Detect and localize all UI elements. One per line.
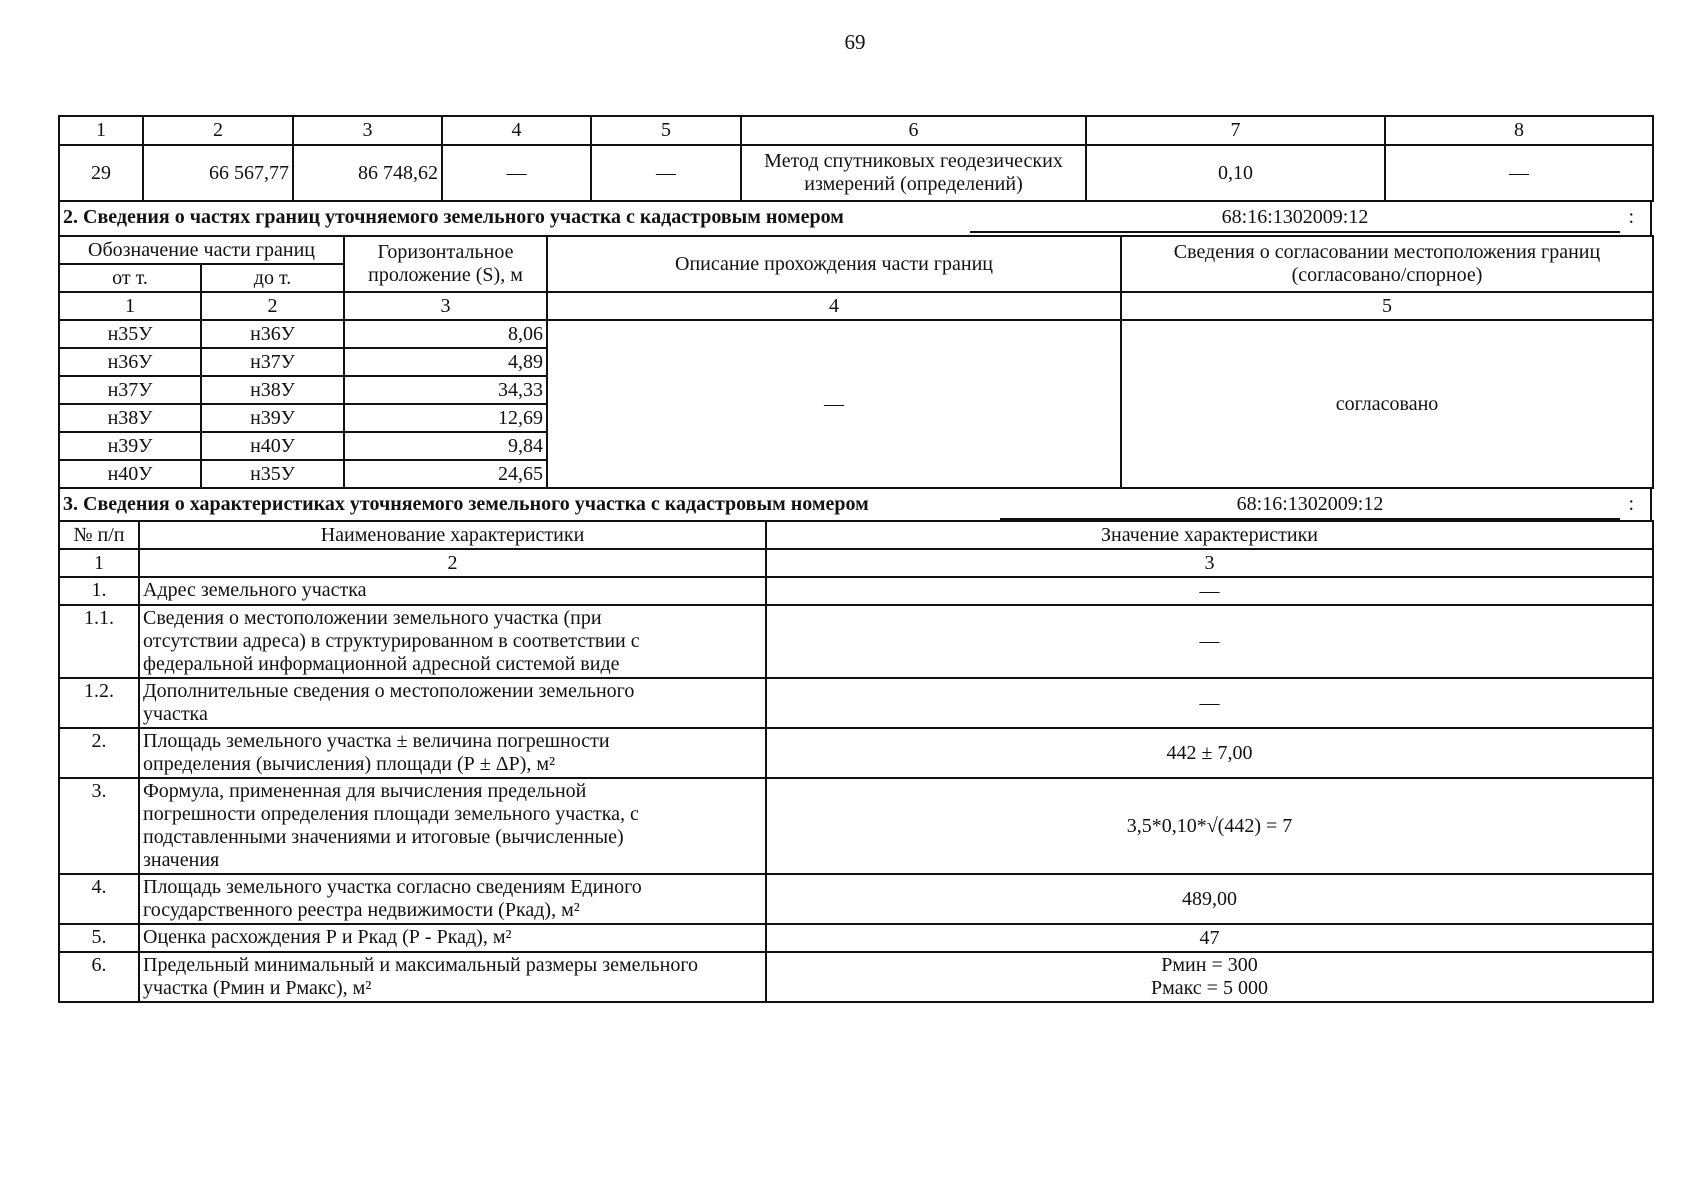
- cell-value: —: [1385, 145, 1653, 201]
- section-2-header: [58, 202, 1652, 237]
- table-row: [59, 678, 1653, 728]
- to-point: н39У: [201, 404, 344, 432]
- header-num: № п/п: [59, 521, 139, 549]
- from-point: н36У: [59, 348, 201, 376]
- column-number: 3: [344, 292, 547, 320]
- name-line: Дополнительные сведения о местоположении земельного: [143, 680, 635, 702]
- column-number: 4: [547, 292, 1121, 320]
- horizontal-distance: 12,69: [344, 404, 547, 432]
- value-line: Рмин = 300: [1161, 954, 1258, 976]
- header-name: Наименование характеристики: [139, 521, 766, 549]
- column-number: 5: [591, 116, 741, 145]
- name-line: значения: [143, 849, 220, 871]
- characteristic-value: 47: [766, 924, 1653, 952]
- header-to: до т.: [201, 264, 344, 292]
- row-number: 5.: [59, 924, 139, 952]
- document-tables: [58, 115, 1652, 1003]
- characteristic-value: 489,00: [766, 874, 1653, 924]
- accuracy-value: 0,10: [1086, 145, 1385, 201]
- horizontal-distance: 8,06: [344, 320, 547, 348]
- coordinates-header-row: [59, 116, 1653, 145]
- column-number: 5: [1121, 292, 1653, 320]
- cell-value: —: [591, 145, 741, 201]
- method-line: Метод спутниковых геодезических: [764, 150, 1063, 172]
- coordinate-x: 66 567,77: [143, 145, 293, 201]
- name-line: Формула, примененная для вычисления предельной: [143, 780, 587, 802]
- horizontal-distance: 4,89: [344, 348, 547, 376]
- name-line: государственного реестра недвижимости (Ркад), м²: [143, 899, 580, 921]
- column-number: 3: [293, 116, 442, 145]
- from-point: н38У: [59, 404, 201, 432]
- characteristic-name: [139, 678, 766, 728]
- header-line: проложение (S), м: [368, 264, 523, 286]
- column-number: 8: [1385, 116, 1653, 145]
- header-line: Сведения о согласовании местоположения границ: [1173, 241, 1601, 263]
- header-row: [59, 521, 1653, 549]
- name-line: отсутствии адреса) в структурированном в соответствии с: [143, 630, 640, 652]
- section-3-header: [58, 487, 1652, 522]
- characteristic-name: [139, 874, 766, 924]
- agreement-value: согласовано: [1121, 320, 1653, 488]
- from-point: н35У: [59, 320, 201, 348]
- column-number: 3: [766, 549, 1653, 577]
- cadastral-number: 68:16:1302009:12: [970, 206, 1620, 233]
- description-value: —: [547, 320, 1121, 488]
- row-number: 1.2.: [59, 678, 139, 728]
- coordinate-y: 86 748,62: [293, 145, 442, 201]
- column-numbers-row: [59, 549, 1653, 577]
- name-line: определения (вычисления) площади (Р ± ΔР), м²: [143, 753, 556, 775]
- column-number: 6: [741, 116, 1086, 145]
- to-point: н38У: [201, 376, 344, 404]
- table-row: [59, 874, 1653, 924]
- characteristic-name: [139, 924, 766, 952]
- horizontal-distance: 34,33: [344, 376, 547, 404]
- from-point: н37У: [59, 376, 201, 404]
- column-numbers-row: [59, 292, 1653, 320]
- horizontal-distance: 24,65: [344, 460, 547, 488]
- point-number: 29: [59, 145, 143, 201]
- page-number: 69: [844, 30, 866, 54]
- column-number: 2: [143, 116, 293, 145]
- column-number: 2: [201, 292, 344, 320]
- to-point: н35У: [201, 460, 344, 488]
- method-cell: [741, 145, 1086, 201]
- name-line: Оценка расхождения Р и Ркад (Р - Ркад), м²: [143, 926, 512, 948]
- characteristic-value: [766, 952, 1653, 1002]
- table-row: [59, 924, 1653, 952]
- row-number: 1.1.: [59, 605, 139, 678]
- to-point: н36У: [201, 320, 344, 348]
- row-number: 1.: [59, 577, 139, 605]
- header-agreement: [1121, 236, 1653, 292]
- table-row: [59, 952, 1653, 1002]
- cell-value: —: [442, 145, 591, 201]
- section-title: 3. Сведения о характеристиках уточняемого земельного участка с кадастровым номером: [63, 493, 869, 515]
- cadastral-number: 68:16:1302009:12: [1000, 493, 1620, 520]
- column-number: 1: [59, 292, 201, 320]
- header-from: от т.: [59, 264, 201, 292]
- name-line: Предельный минимальный и максимальный размеры земельного: [143, 954, 699, 976]
- characteristic-name: [139, 778, 766, 874]
- column-number: 2: [139, 549, 766, 577]
- column-number: 7: [1086, 116, 1385, 145]
- characteristic-name: [139, 952, 766, 1002]
- to-point: н40У: [201, 432, 344, 460]
- name-line: Площадь земельного участка согласно сведениям Единого: [143, 876, 642, 898]
- name-line: Адрес земельного участка: [143, 579, 367, 601]
- colon: :: [1628, 206, 1634, 228]
- table-row: [59, 145, 1653, 201]
- characteristic-name: [139, 577, 766, 605]
- section-title: 2. Сведения о частях границ уточняемого земельного участка с кадастровым номером: [63, 206, 844, 228]
- header-line: (согласовано/спорное): [1291, 264, 1483, 286]
- characteristic-value: —: [766, 577, 1653, 605]
- name-line: Сведения о местоположении земельного участка (при: [143, 607, 602, 629]
- row-number: 3.: [59, 778, 139, 874]
- header-part-designation: Обозначение части границ: [59, 236, 344, 264]
- table-row: [59, 728, 1653, 778]
- name-line: подставленными значениями и итоговые (вычисленные): [143, 826, 624, 848]
- column-number: 1: [59, 116, 143, 145]
- characteristics-table: [58, 520, 1654, 1003]
- coordinates-table: [58, 115, 1654, 202]
- name-line: федеральной информационной адресной системой виде: [143, 653, 620, 675]
- characteristic-value: 3,5*0,10*√(442) = 7: [766, 778, 1653, 874]
- name-line: участка (Рмин и Рмакс), м²: [143, 977, 372, 999]
- to-point: н37У: [201, 348, 344, 376]
- value-line: Рмакс = 5 000: [1151, 977, 1268, 999]
- row-number: 6.: [59, 952, 139, 1002]
- characteristic-value: 442 ± 7,00: [766, 728, 1653, 778]
- name-line: погрешности определения площади земельного участка, с: [143, 803, 639, 825]
- header-row: [59, 236, 1653, 264]
- colon: :: [1628, 493, 1634, 515]
- name-line: Площадь земельного участка ± величина погрешности: [143, 730, 610, 752]
- header-description: Описание прохождения части границ: [547, 236, 1121, 292]
- characteristic-value: —: [766, 678, 1653, 728]
- horizontal-distance: 9,84: [344, 432, 547, 460]
- from-point: н39У: [59, 432, 201, 460]
- from-point: н40У: [59, 460, 201, 488]
- table-row: [59, 778, 1653, 874]
- header-line: Горизонтальное: [377, 241, 514, 263]
- method-line: измерений (определений): [804, 173, 1023, 195]
- boundary-parts-table: [58, 235, 1654, 489]
- header-horizontal: [344, 236, 547, 292]
- table-row: [59, 320, 1653, 348]
- characteristic-value: —: [766, 605, 1653, 678]
- row-number: 4.: [59, 874, 139, 924]
- column-number: 1: [59, 549, 139, 577]
- characteristic-name: [139, 605, 766, 678]
- row-number: 2.: [59, 728, 139, 778]
- characteristic-name: [139, 728, 766, 778]
- table-row: [59, 605, 1653, 678]
- name-line: участка: [143, 703, 208, 725]
- column-number: 4: [442, 116, 591, 145]
- table-row: [59, 577, 1653, 605]
- header-value: Значение характеристики: [766, 521, 1653, 549]
